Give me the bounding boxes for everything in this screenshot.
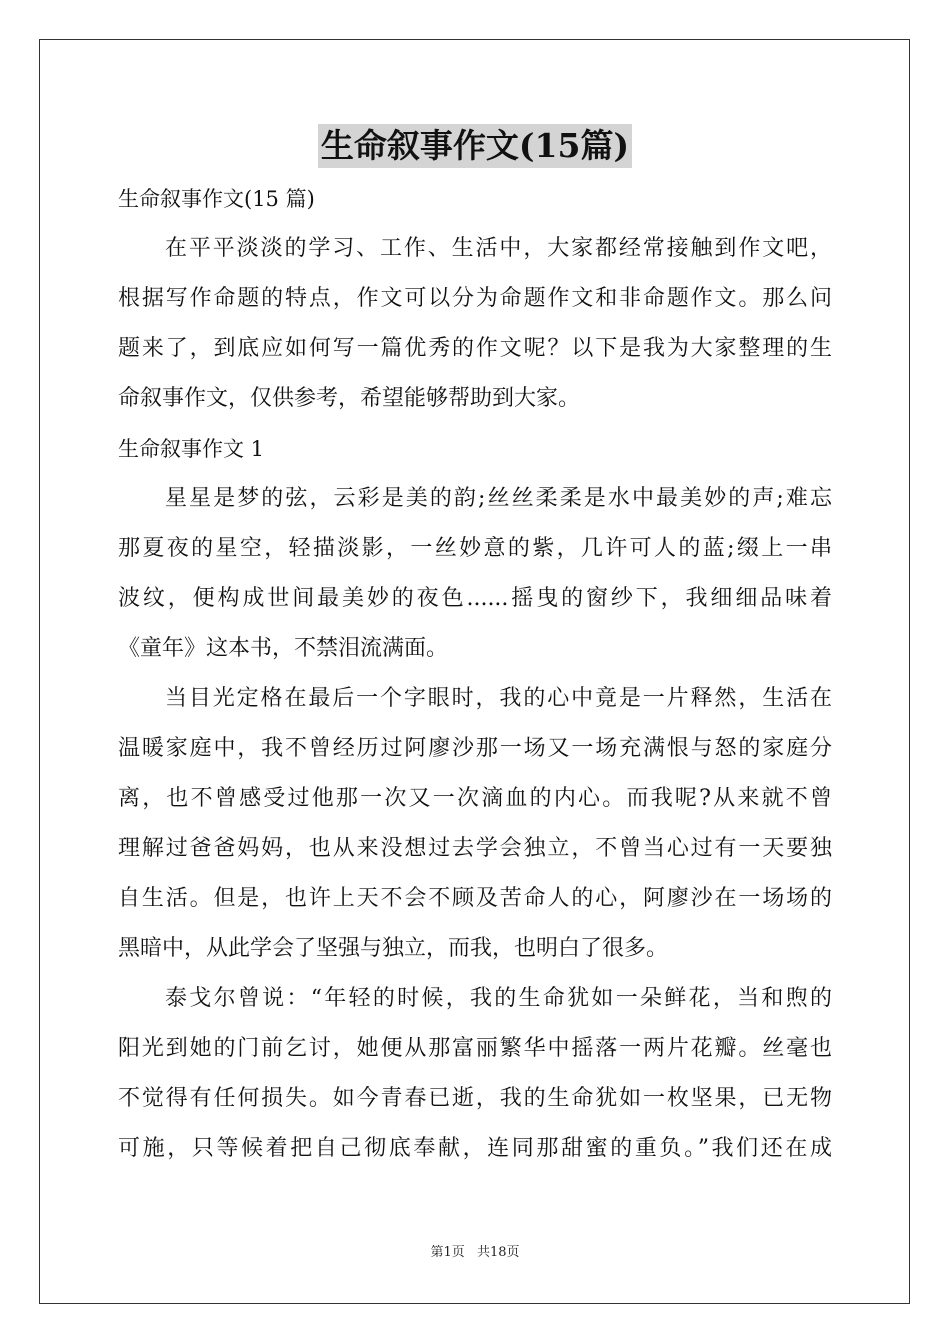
text-line: 根据写作命题的特点，作文可以分为命题作文和非命题作文。那么问 [118, 286, 832, 311]
title-wrap [0, 124, 950, 168]
text-line: 可施，只等候着把自己彻底奉献，连同那甜蜜的重负。”我们还在成 [118, 1136, 832, 1161]
text-line: 自生活。但是，也许上天不会不顾及苦命人的心，阿廖沙在一场场的 [118, 886, 832, 911]
text-line: 那夏夜的星空，轻描淡影，一丝妙意的紫，几许可人的蓝;缀上一串 [118, 536, 832, 561]
text-line: 阳光到她的门前乞讨，她便从那富丽繁华中摇落一两片花瓣。丝毫也 [118, 1036, 832, 1061]
paragraph-3 [118, 974, 832, 1174]
page-total: 共18页 [476, 1245, 520, 1260]
text-line: 当目光定格在最后一个字眼时，我的心中竟是一片释然，生活在 [165, 686, 832, 711]
text-line: 泰戈尔曾说：“年轻的时候，我的生命犹如一朵鲜花，当和煦的 [165, 986, 832, 1011]
page-footer [0, 1244, 950, 1262]
text-line: 波纹，便构成世间最美妙的夜色......摇曳的窗纱下，我细细品味着 [118, 586, 832, 611]
text-line: 离，也不曾感受过他那一次又一次滴血的内心。而我呢?从来就不曾 [118, 786, 832, 811]
page-number: 第1页 [430, 1245, 465, 1260]
intro-paragraph [118, 224, 832, 424]
text-line: 不觉得有任何损失。如今青春已逝，我的生命犹如一枚坚果，已无物 [118, 1086, 832, 1111]
text-line: 命叙事作文，仅供参考，希望能够帮助到大家。 [118, 386, 581, 411]
section-heading: 生命叙事作文 1 [118, 437, 265, 461]
document-title: 生命叙事作文(15篇) [318, 124, 632, 168]
text-line: 题来了，到底应如何写一篇优秀的作文呢？以下是我为大家整理的生 [118, 336, 832, 361]
text-line: 黑暗中，从此学会了坚强与独立，而我，也明白了很多。 [118, 936, 669, 961]
text-line: 在平平淡淡的学习、工作、生活中，大家都经常接触到作文吧， [165, 236, 832, 261]
document-subtitle: 生命叙事作文(15 篇) [118, 187, 315, 211]
paragraph-2 [118, 674, 832, 974]
document-body [118, 182, 832, 1174]
text-line: 《童年》这本书，不禁泪流满面。 [118, 636, 449, 661]
text-line: 温暖家庭中，我不曾经历过阿廖沙那一场又一场充满恨与怒的家庭分 [118, 736, 832, 761]
text-line: 理解过爸爸妈妈，也从来没想过去学会独立，不曾当心过有一天要独 [118, 836, 832, 861]
paragraph-1 [118, 474, 832, 674]
text-line: 星星是梦的弦，云彩是美的韵;丝丝柔柔是水中最美妙的声;难忘 [165, 486, 832, 511]
